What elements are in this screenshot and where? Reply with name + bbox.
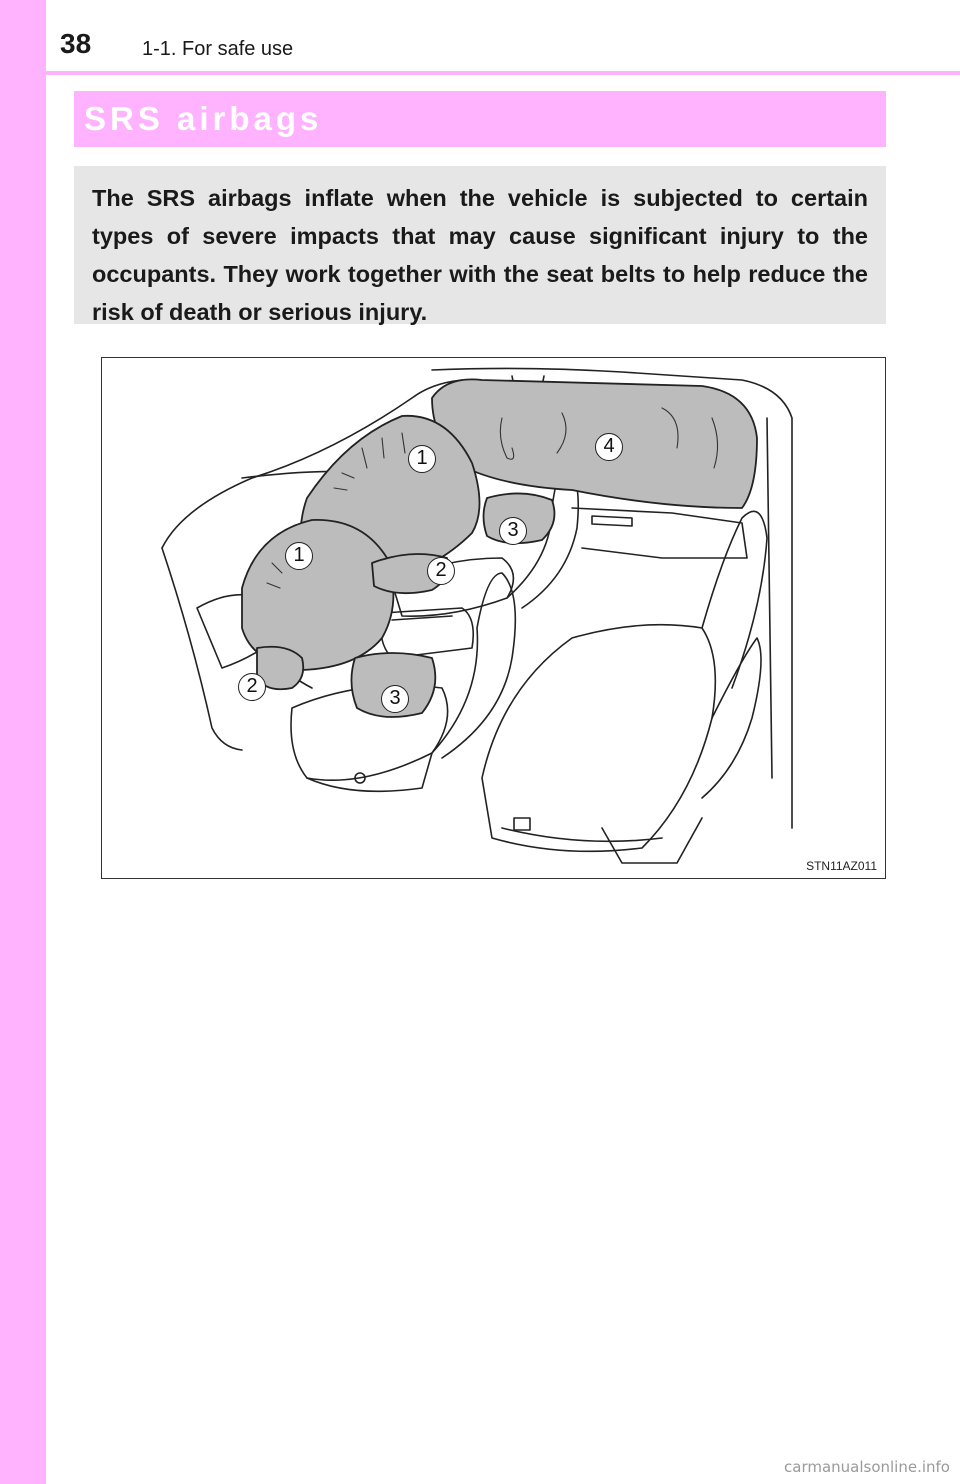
rear-bench-back-right — [702, 638, 761, 798]
section-title-bar — [74, 91, 886, 147]
seat-belt-buckle — [514, 818, 530, 830]
a-pillar — [162, 548, 242, 750]
driver-seat-base — [307, 753, 432, 791]
section-path: 1-1. For safe use — [142, 38, 294, 60]
callout-side-airbag-passenger: 3 — [499, 517, 527, 545]
passenger-dash — [572, 508, 747, 558]
section-title: SRS airbags — [84, 100, 323, 137]
callout-side-airbag-driver: 3 — [381, 685, 409, 713]
rear-door-line — [767, 418, 772, 778]
figure-code: STN11AZ011 — [806, 859, 877, 873]
airbag-line-drawing — [102, 358, 884, 877]
callout-front-airbag-driver: 1 — [285, 542, 313, 570]
rear-bench-back-left — [702, 511, 767, 688]
callout-knee-airbag-passenger: 2 — [427, 557, 455, 585]
air-vents — [592, 516, 632, 526]
header-rule — [46, 71, 960, 75]
page-number: 38 — [60, 28, 92, 59]
callout-front-airbag-passenger: 1 — [408, 445, 436, 473]
callout-knee-airbag-driver: 2 — [238, 673, 266, 701]
intro-text: The SRS airbags inflate when the vehicle is subjected to certain types of severe impacts that may cause significant injury to the occupants. They work together with the seat belts to help reduce the risk of death or serious injury. — [92, 185, 868, 325]
intro-box — [74, 166, 886, 324]
airbag-illustration — [101, 357, 886, 879]
side-color-strip — [0, 0, 46, 1484]
callout-curtain-airbag: 4 — [595, 433, 623, 461]
watermark: carmanualsonline.info — [784, 1458, 950, 1476]
